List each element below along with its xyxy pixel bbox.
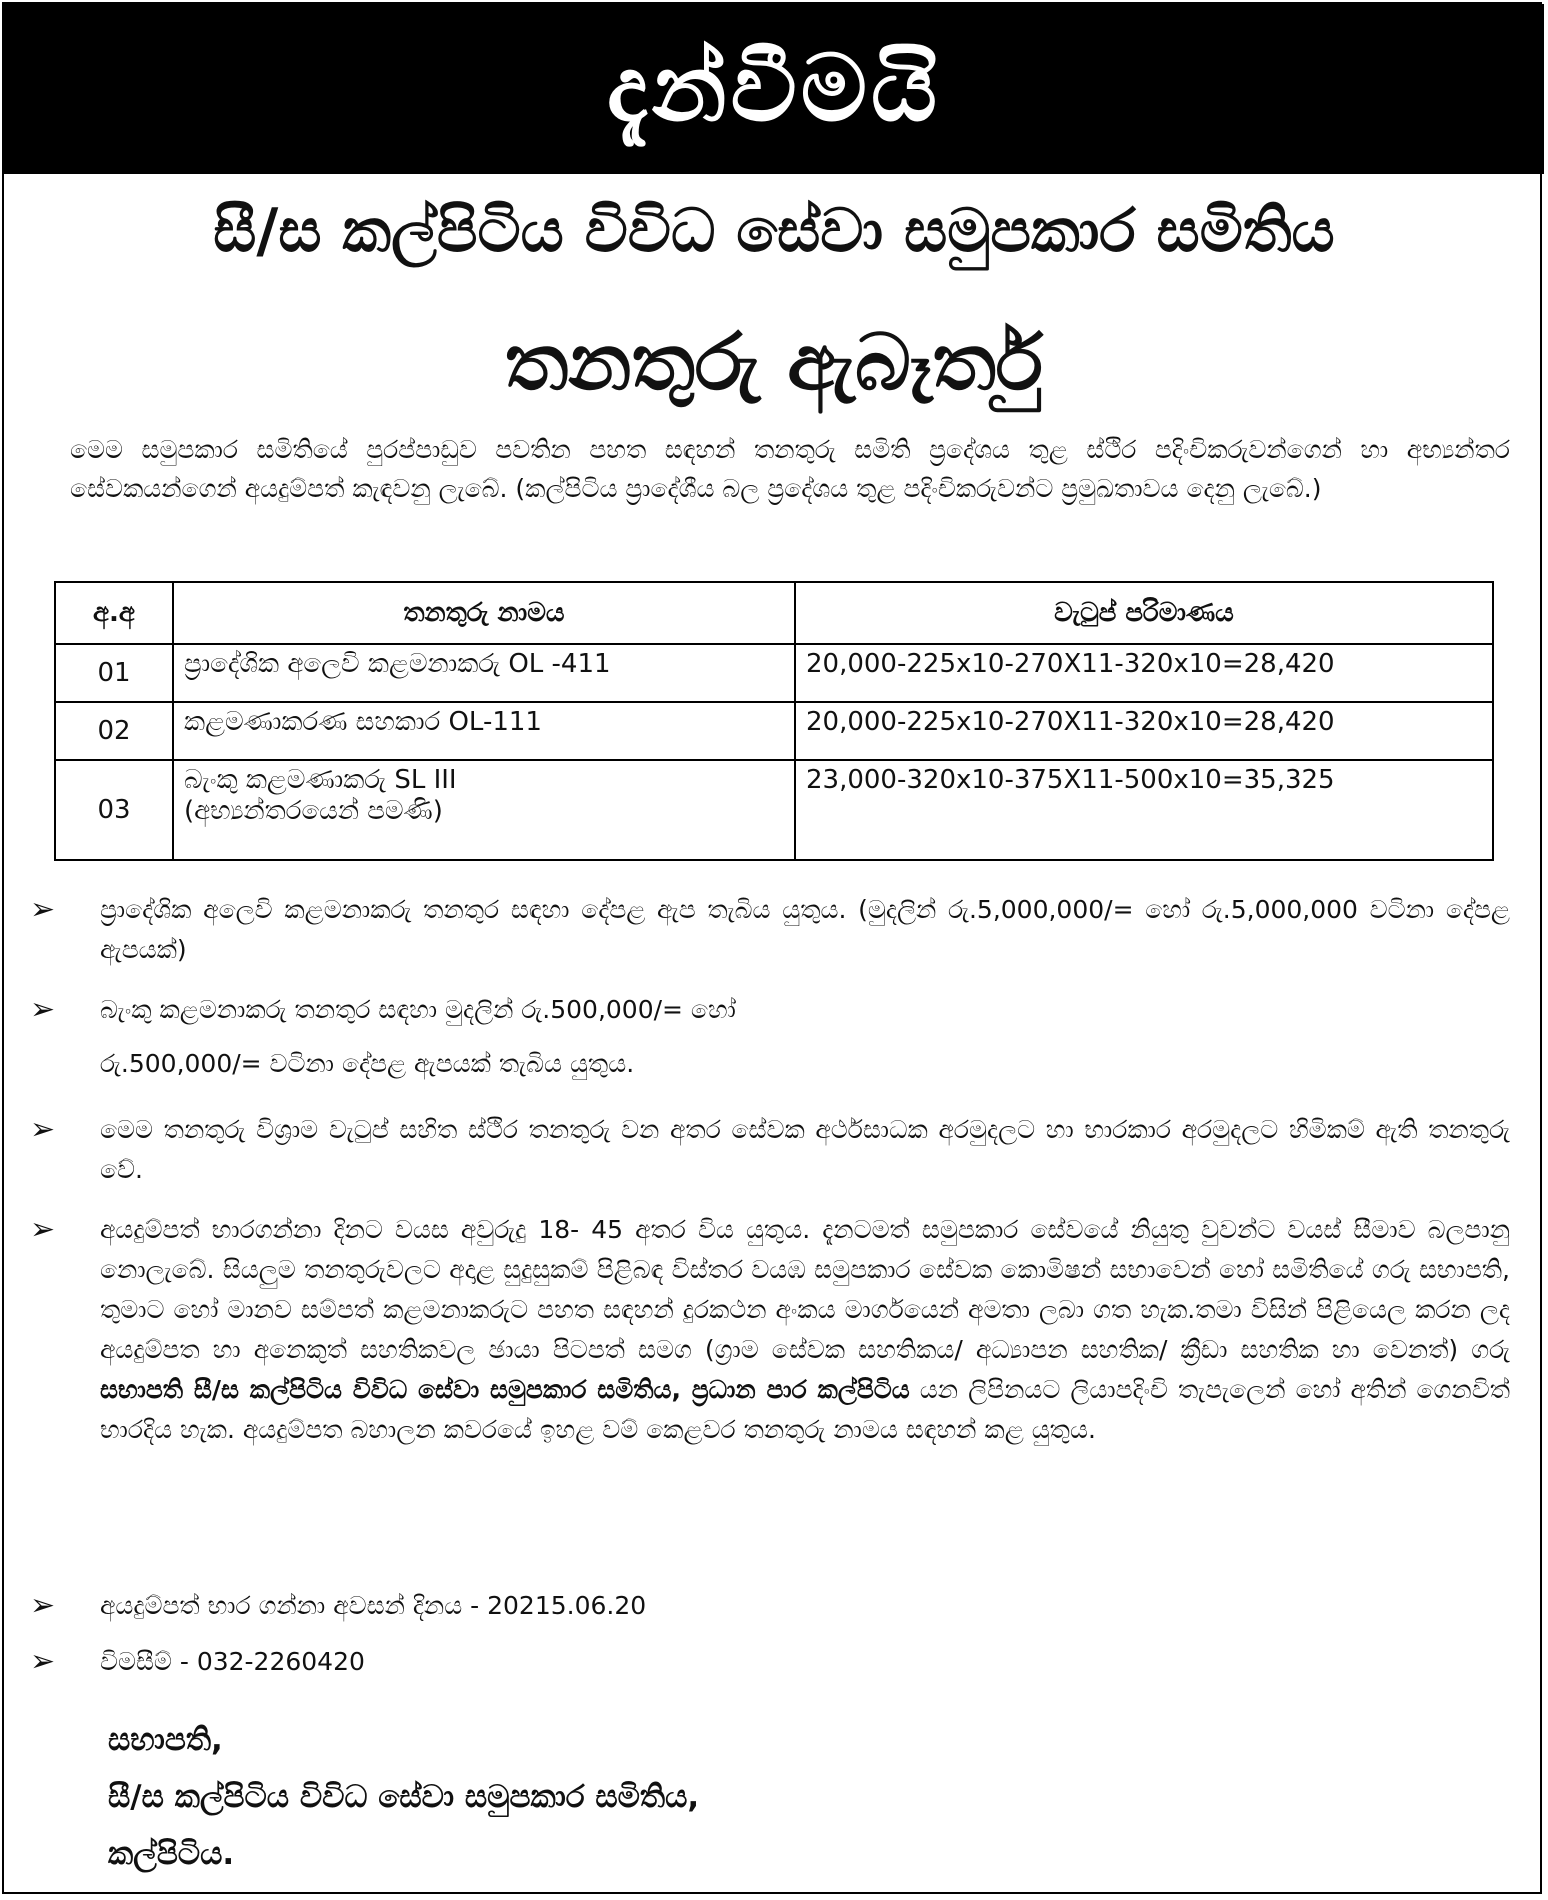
- arrow-bullet-icon: ➢: [30, 892, 56, 927]
- arrow-bullet-icon: ➢: [30, 992, 56, 1027]
- bullet-line: බැංකු කළමනාකරු තනතුර සඳහා මුදලින් රු.500,000/= හෝ: [100, 995, 736, 1024]
- post-name: ප්‍රාදේශික අලෙවි කළමනාකරු OL -411: [173, 644, 795, 702]
- row-number: 01: [55, 644, 173, 702]
- arrow-bullet-icon: ➢: [30, 1588, 56, 1623]
- address-text: සභාපති සී/ස කල්පිටිය විවිධ සේවා සමුපකාර සමිතිය, ප්‍රධාන පාර කල්පිටිය: [100, 1375, 910, 1404]
- bullet-text-part: යන ලිපිනයට ලියාපදිංචි තැපැලෙන් හෝ අතින් ගෙනවිත් භාරදිය හැක. අයදුම්පත බහාලන කවරයේ ඉහළ වම් කෙළවර තනතුරු නාමය සඳහන් කළ යුතුය.: [100, 1375, 1510, 1444]
- salary-scale: 23,000-320x10-375X11-500x10=35,325: [795, 760, 1493, 860]
- arrow-bullet-icon: ➢: [30, 1212, 56, 1247]
- list-item: [30, 1642, 1510, 1682]
- signature-block: [108, 1712, 699, 1883]
- post-name: බැංකු කළමණාකරු SL III: [184, 765, 457, 795]
- organization-title: සී/ස කල්පිටිය විවිධ සේවා සමුපකාර සමිතිය: [213, 196, 1335, 266]
- header-post-name: තනතුරු නාමය: [173, 582, 795, 644]
- list-item: [30, 890, 1510, 970]
- inquiries-phone: විමසීම් - 032-2260420: [100, 1647, 365, 1676]
- closing-date: අයදුම්පත් භාර ගන්නා අවසන් දිනය - 20215.06.20: [100, 1591, 647, 1620]
- bullet-text-part: අයදුම්පත් භාරගන්නා දිනට වයස අවුරුදු 18- 45 අතර විය යුතුය. දැනටමත් සමුපකාර සේවයේ නියුතු වුවන්ට වයස් සීමාව බලපානු නොලැබේ. සියලුම තනතුරුවලට අදාළ සුදුසුකම් පිළිබඳ විස්තර වයඹ සමුපකාර සේවක කොමිෂන් සභාවෙන් හෝ සමිතියේ ගරු සභාපති, තුමාට හෝ මානව සම්පත් කළමනාකරුට පහත සඳහන් දුරකථන අංකය මාර්ගයෙන් අමතා ලබා ගත හැක.තමා විසින් පිළියෙල කරන ලද අයදුම්පත හා අනෙකුත් සහතිකවල ඡායා පිටපත් සමග (ග්‍රාම සේවක සහතිකය/ අධ්‍යාපන සහතික/ ක්‍රීඩා සහතික හා වෙනත්) ගරු: [100, 1215, 1510, 1364]
- table-row: [55, 760, 1493, 860]
- vacancy-table: [54, 581, 1494, 861]
- header-number: අ.අ: [55, 582, 173, 644]
- vacancies-heading: තනතුරු ඇබෑර්තු: [504, 318, 1044, 408]
- header-salary-scale: වැටුප් පරිමාණය: [795, 582, 1493, 644]
- table-header-row: [55, 582, 1493, 644]
- signature-organization: සී/ස කල්පිටිය විවිධ සේවා සමුපකාර සමිතිය,: [108, 1779, 700, 1815]
- signature-title: සභාපති,: [108, 1722, 223, 1758]
- bullet-text: [100, 990, 1510, 1084]
- list-item: [30, 990, 1510, 1084]
- salary-scale: 20,000-225x10-270X11-320x10=28,420: [795, 644, 1493, 702]
- signature-location: කල්පිටිය.: [108, 1836, 235, 1872]
- arrow-bullet-icon: ➢: [30, 1112, 56, 1147]
- post-name: කළමණාකරණ සහකාර OL-111: [173, 702, 795, 760]
- list-item: [30, 1110, 1510, 1190]
- bullet-text: ප්‍රාදේශික අලෙවි කළමනාකරු තනතුර සඳහා දේපළ ඇප තැබිය යුතුය. (මුදලින් රු.5,000,000/= හෝ රු.5,000,000 වටිනා දේපළ ඇපයක්): [100, 895, 1510, 964]
- salary-scale: 20,000-225x10-270X11-320x10=28,420: [795, 702, 1493, 760]
- post-name-cell: [173, 760, 795, 860]
- bullet-text: මෙම තනතුරු විශ්‍රාම වැටුප් සහිත ස්ථිර තනතුරු වන අතර සේවක අර්ථසාධක අරමුදලට හා භාරකාර අරමුදලට හිමිකම් ඇති තනතුරු වේ.: [100, 1115, 1510, 1184]
- banner-title: දැන්වීමයි: [607, 34, 941, 142]
- arrow-bullet-icon: ➢: [30, 1644, 56, 1679]
- bullet-line: රු.500,000/= වටිනා දේපළ ඇපයක් තැබිය යුතුය.: [100, 1049, 635, 1078]
- post-note: (අභ්‍යන්තරයෙන් පමණි): [184, 796, 443, 826]
- list-item: [30, 1210, 1510, 1450]
- row-number: 03: [55, 760, 173, 860]
- table-row: [55, 644, 1493, 702]
- list-item: [30, 1586, 1510, 1626]
- bullet-text: [100, 1210, 1510, 1450]
- row-number: 02: [55, 702, 173, 760]
- table-row: [55, 702, 1493, 760]
- intro-paragraph: මෙම සමුපකාර සමිතියේ පුරප්පාඩුව පවතින පහත සඳහන් තනතුරු සමිති ප්‍රදේශය තුළ ස්ථිර පදිංචිකරුවන්ගෙන් හා අභ්‍යන්තර සේවකයන්ගෙන් අයදුම්පත් කැඳවනු ලැබේ. (කල්පිටිය ප්‍රාදේශීය බල ප්‍රදේශය තුළ පදිංචිකරුවන්ට ප්‍රමුඛතාවය දෙනු ලැබේ.): [70, 435, 1510, 503]
- notice-banner: [4, 4, 1544, 174]
